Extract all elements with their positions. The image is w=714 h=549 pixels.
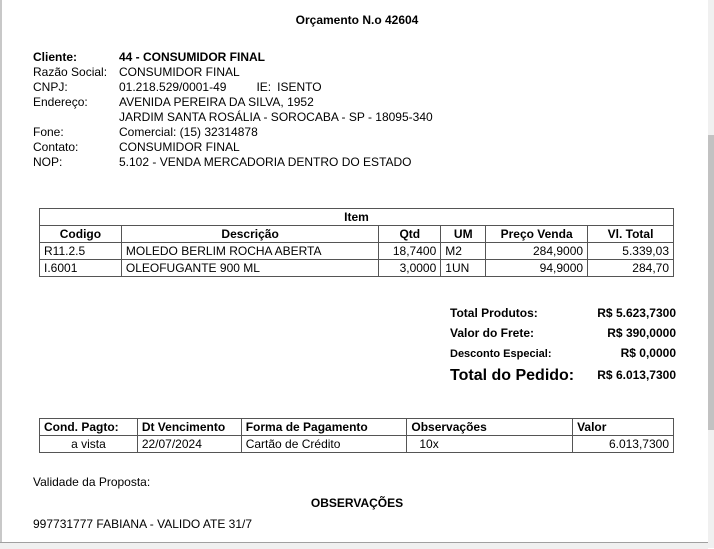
payment-vencimento: 22/07/2024 (137, 436, 241, 453)
item-qtd: 18,7400 (379, 243, 441, 260)
endereco-row-2 (33, 110, 433, 125)
cnpj-value: 01.218.529/0001-49 (119, 80, 227, 94)
valor-frete-label: Valor do Frete: (450, 326, 535, 340)
razao-value: CONSUMIDOR FINAL (119, 65, 240, 79)
item-vl-total: 5.339,03 (588, 243, 674, 260)
nop-label: NOP: (33, 155, 63, 169)
table-row (40, 260, 674, 277)
column-header-um: UM (441, 226, 486, 243)
nop-value: 5.102 - VENDA MERCADORIA DENTRO DO ESTADO (119, 155, 412, 169)
window-left-border (0, 0, 2, 548)
document-title: Orçamento N.o 42604 (295, 13, 419, 27)
cliente-value: 44 - CONSUMIDOR FINAL (119, 50, 266, 64)
valor-frete-value: R$ 390,0000 (607, 326, 676, 340)
endereco-row (33, 95, 433, 110)
cnpj-row (33, 80, 433, 95)
table-row (40, 243, 674, 260)
cnpj-label: CNPJ: (33, 80, 68, 94)
item-codigo: I.6001 (40, 260, 122, 277)
item-um: 1UN (441, 260, 486, 277)
razao-row (33, 65, 433, 80)
fone-label: Fone: (33, 125, 64, 139)
fone-value: Comercial: (15) 32314878 (119, 125, 258, 139)
column-header-observacoes: Observações (407, 419, 573, 436)
validade-label: Validade da Proposta: (33, 475, 151, 489)
total-produtos-label: Total Produtos: (450, 306, 538, 320)
payment-cond: a vista (40, 436, 138, 453)
items-section-title: Item (40, 209, 674, 226)
item-preco-venda: 284,9000 (486, 243, 588, 260)
item-vl-total: 284,70 (588, 260, 674, 277)
totals-block (450, 302, 676, 387)
ie-label: IE: (256, 80, 272, 94)
nop-row (33, 155, 433, 170)
endereco-line1: AVENIDA PEREIRA DA SILVA, 1952 (119, 95, 314, 109)
observacoes-text: 997731777 FABIANA - VALIDO ATE 31/7 (33, 517, 253, 531)
cliente-row (33, 50, 433, 65)
items-header-row (40, 226, 674, 243)
desconto-especial-label: Desconto Especial: (450, 348, 552, 360)
column-header-cond-pagto: Cond. Pagto: (40, 419, 138, 436)
client-info (33, 50, 433, 170)
column-header-forma-pagamento: Forma de Pagamento (241, 419, 407, 436)
column-header-dt-vencimento: Dt Vencimento (137, 419, 241, 436)
column-header-codigo: Codigo (40, 226, 122, 243)
contato-row (33, 140, 433, 155)
cliente-label: Cliente: (33, 50, 78, 64)
total-pedido-value: R$ 6.013,7300 (597, 368, 676, 382)
desconto-especial-value: R$ 0,0000 (620, 346, 676, 360)
item-descricao: MOLEDO BERLIM ROCHA ABERTA (121, 243, 378, 260)
items-table (39, 208, 674, 277)
desconto-especial-row (450, 342, 676, 362)
payment-observacoes: 10x (407, 436, 573, 453)
valor-frete-row (450, 322, 676, 342)
endereco-label: Endereço: (33, 95, 88, 109)
endereco-line2: JARDIM SANTA ROSÁLIA - SOROCABA - SP - 18095-340 (119, 110, 433, 124)
column-header-qtd: Qtd (379, 226, 441, 243)
payment-valor: 6.013,7300 (573, 436, 674, 453)
fone-row (33, 125, 433, 140)
payment-forma: Cartão de Crédito (241, 436, 407, 453)
item-descricao: OLEOFUGANTE 900 ML (121, 260, 378, 277)
total-produtos-row (450, 302, 676, 322)
item-qtd: 3,0000 (379, 260, 441, 277)
payment-header-row (40, 419, 674, 436)
item-codigo: R11.2.5 (40, 243, 122, 260)
column-header-vl-total: Vl. Total (588, 226, 674, 243)
payment-table (39, 418, 674, 453)
total-produtos-value: R$ 5.623,7300 (597, 306, 676, 320)
item-preco-venda: 94,9000 (486, 260, 588, 277)
total-pedido-label: Total do Pedido: (450, 367, 575, 384)
contato-label: Contato: (33, 140, 79, 154)
razao-label: Razão Social: (33, 65, 108, 79)
observacoes-title: OBSERVAÇÕES (310, 496, 404, 510)
contato-value: CONSUMIDOR FINAL (119, 140, 240, 154)
item-um: M2 (441, 243, 486, 260)
table-row (40, 436, 674, 453)
column-header-preco-venda: Preço Venda (486, 226, 588, 243)
scrollbar-thumb[interactable] (708, 135, 714, 430)
ie-value: ISENTO (277, 80, 322, 94)
total-pedido-row (450, 362, 676, 387)
column-header-valor: Valor (573, 419, 674, 436)
column-header-descricao: Descrição (121, 226, 378, 243)
